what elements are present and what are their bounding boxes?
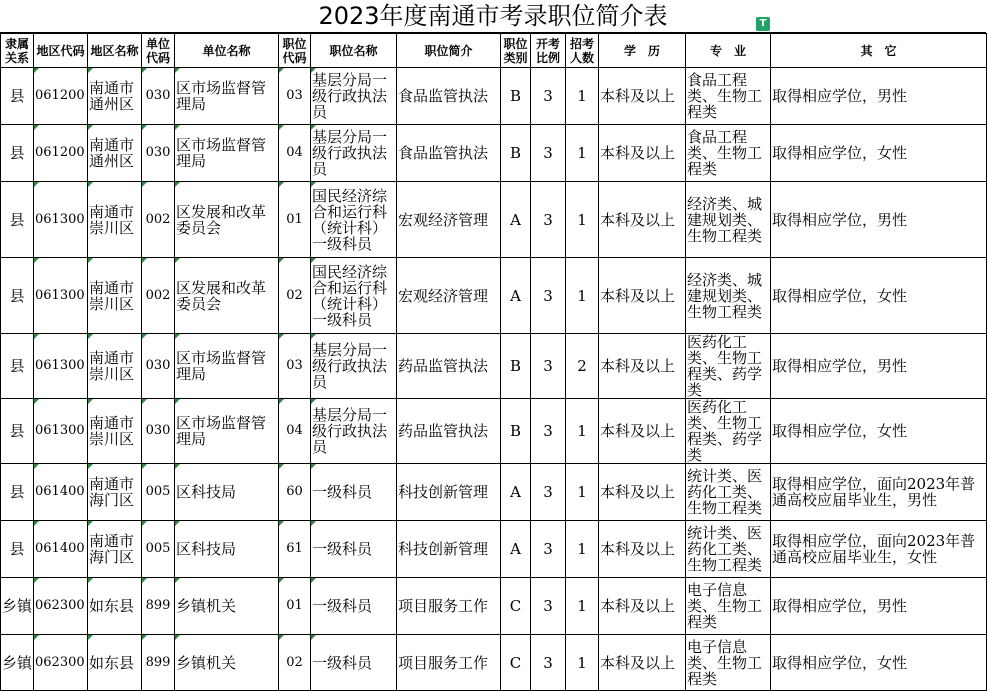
- cell-major[interactable]: 食品工程类、生物工程类: [686, 125, 771, 182]
- header-education: 学 历: [599, 34, 686, 68]
- cell-unit-code[interactable]: 005: [142, 521, 175, 578]
- cell-hiring-count[interactable]: 1: [566, 68, 599, 125]
- cell-position-code[interactable]: 61: [279, 521, 311, 578]
- header-position-name: 职位名称: [311, 34, 397, 68]
- header-region-name: 地区名称: [88, 34, 142, 68]
- table-row: [1, 578, 987, 635]
- cell-position-category[interactable]: A: [501, 464, 531, 521]
- cell-exam-ratio[interactable]: 3: [531, 399, 566, 464]
- cell-region-code[interactable]: 061300: [34, 399, 88, 464]
- cell-region-code[interactable]: 061400: [34, 464, 88, 521]
- table-row: [1, 521, 987, 578]
- cell-position-category[interactable]: A: [501, 258, 531, 334]
- table-row: [1, 334, 987, 399]
- cell-hiring-count[interactable]: 1: [566, 635, 599, 691]
- header-hiring-count: 招考人数: [566, 34, 599, 68]
- cell-region-code[interactable]: 062300: [34, 635, 88, 691]
- cell-major[interactable]: 统计类、医药化工类、生物工程类: [686, 464, 771, 521]
- cell-major[interactable]: 食品工程类、生物工程类: [686, 68, 771, 125]
- cell-other[interactable]: 取得相应学位，男性: [771, 578, 987, 635]
- positions-table: [0, 33, 987, 691]
- cell-position-name[interactable]: 国民经济综合和运行科（统计科）一级科员: [311, 182, 397, 258]
- cell-other[interactable]: 取得相应学位，男性: [771, 334, 987, 399]
- table-row: [1, 258, 987, 334]
- header-region-code: 地区代码: [34, 34, 88, 68]
- cell-affiliation[interactable]: 县: [1, 182, 34, 258]
- cell-region-name[interactable]: 南通市海门区: [88, 521, 142, 578]
- cell-education[interactable]: 本科及以上: [599, 182, 686, 258]
- cell-position-code[interactable]: 01: [279, 182, 311, 258]
- table-body: [1, 68, 987, 691]
- cell-major[interactable]: 医药化工类、生物工程类、药学类: [686, 399, 771, 464]
- sheet-title: 2023年度南通市考录职位简介表: [318, 2, 668, 30]
- table-row: [1, 464, 987, 521]
- cell-region-name[interactable]: 南通市崇川区: [88, 399, 142, 464]
- cell-position-code[interactable]: 03: [279, 68, 311, 125]
- cell-exam-ratio[interactable]: 3: [531, 635, 566, 691]
- header-affiliation: 隶属关系: [1, 34, 34, 68]
- cell-affiliation[interactable]: 县: [1, 521, 34, 578]
- cell-region-name[interactable]: 如东县: [88, 635, 142, 691]
- cell-region-code[interactable]: 062300: [34, 578, 88, 635]
- table-row: [1, 182, 987, 258]
- cell-unit-name[interactable]: 区发展和改革委员会: [175, 258, 279, 334]
- cell-unit-name[interactable]: 区市场监督管理局: [175, 125, 279, 182]
- cell-other[interactable]: 取得相应学位，男性: [771, 68, 987, 125]
- cell-position-code[interactable]: 04: [279, 399, 311, 464]
- cell-education[interactable]: 本科及以上: [599, 68, 686, 125]
- cell-region-code[interactable]: 061200: [34, 68, 88, 125]
- cell-unit-code[interactable]: 899: [142, 578, 175, 635]
- cell-education[interactable]: 本科及以上: [599, 464, 686, 521]
- header-unit-name: 单位名称: [175, 34, 279, 68]
- header-position-summary: 职位简介: [397, 34, 501, 68]
- cell-unit-code[interactable]: 002: [142, 258, 175, 334]
- cell-region-name[interactable]: 如东县: [88, 578, 142, 635]
- cell-position-name[interactable]: 一级科员: [311, 635, 397, 691]
- cell-position-category[interactable]: B: [501, 334, 531, 399]
- cell-position-name[interactable]: 基层分局一级行政执法员: [311, 125, 397, 182]
- cell-affiliation[interactable]: 乡镇: [1, 635, 34, 691]
- cell-position-name[interactable]: 基层分局一级行政执法员: [311, 399, 397, 464]
- cell-position-name[interactable]: 国民经济综合和运行科（统计科）一级科员: [311, 258, 397, 334]
- header-other: 其 它: [771, 34, 987, 68]
- cell-unit-name[interactable]: 区市场监督管理局: [175, 334, 279, 399]
- cell-exam-ratio[interactable]: 3: [531, 182, 566, 258]
- cell-hiring-count[interactable]: 1: [566, 521, 599, 578]
- cell-position-code[interactable]: 04: [279, 125, 311, 182]
- cell-hiring-count[interactable]: 1: [566, 464, 599, 521]
- cell-region-name[interactable]: 南通市崇川区: [88, 182, 142, 258]
- cell-exam-ratio[interactable]: 3: [531, 464, 566, 521]
- cell-affiliation[interactable]: 县: [1, 334, 34, 399]
- cell-education[interactable]: 本科及以上: [599, 399, 686, 464]
- cell-major[interactable]: 经济类、城建规划类、生物工程类: [686, 258, 771, 334]
- cell-position-category[interactable]: B: [501, 399, 531, 464]
- cell-position-code[interactable]: 60: [279, 464, 311, 521]
- cell-affiliation[interactable]: 县: [1, 399, 34, 464]
- cell-unit-name[interactable]: 区市场监督管理局: [175, 399, 279, 464]
- cell-position-code[interactable]: 01: [279, 578, 311, 635]
- cell-exam-ratio[interactable]: 3: [531, 125, 566, 182]
- cell-position-category[interactable]: C: [501, 635, 531, 691]
- cell-position-summary[interactable]: 食品监管执法: [397, 68, 501, 125]
- cell-education[interactable]: 本科及以上: [599, 125, 686, 182]
- cell-other[interactable]: 取得相应学位，面向2023年普通高校应届毕业生，女性: [771, 521, 987, 578]
- cell-unit-code[interactable]: 002: [142, 182, 175, 258]
- cell-position-category[interactable]: B: [501, 125, 531, 182]
- table-row: [1, 68, 987, 125]
- cell-position-summary[interactable]: 科技创新管理: [397, 464, 501, 521]
- cell-region-name[interactable]: 南通市崇川区: [88, 258, 142, 334]
- cell-position-code[interactable]: 03: [279, 334, 311, 399]
- cell-other[interactable]: 取得相应学位，女性: [771, 399, 987, 464]
- cell-other[interactable]: 取得相应学位，男性: [771, 182, 987, 258]
- cell-exam-ratio[interactable]: 3: [531, 258, 566, 334]
- cell-other[interactable]: 取得相应学位，女性: [771, 635, 987, 691]
- header-exam-ratio: 开考比例: [531, 34, 566, 68]
- cell-unit-name[interactable]: 区科技局: [175, 521, 279, 578]
- cell-position-summary[interactable]: 项目服务工作: [397, 635, 501, 691]
- cell-unit-name[interactable]: 区市场监督管理局: [175, 68, 279, 125]
- table-row: [1, 125, 987, 182]
- cell-hiring-count[interactable]: 1: [566, 399, 599, 464]
- cell-exam-ratio[interactable]: 3: [531, 334, 566, 399]
- cell-position-code[interactable]: 02: [279, 635, 311, 691]
- cell-region-name[interactable]: 南通市通州区: [88, 68, 142, 125]
- cell-other[interactable]: 取得相应学位，女性: [771, 125, 987, 182]
- cell-exam-ratio[interactable]: 3: [531, 578, 566, 635]
- cell-education[interactable]: 本科及以上: [599, 635, 686, 691]
- cell-hiring-count[interactable]: 1: [566, 578, 599, 635]
- cell-education[interactable]: 本科及以上: [599, 578, 686, 635]
- cell-exam-ratio[interactable]: 3: [531, 68, 566, 125]
- cell-region-code[interactable]: 061200: [34, 125, 88, 182]
- cell-affiliation[interactable]: 乡镇: [1, 578, 34, 635]
- cell-region-code[interactable]: 061300: [34, 334, 88, 399]
- cell-unit-code[interactable]: 030: [142, 68, 175, 125]
- header-unit-code: 单位代码: [142, 34, 175, 68]
- cell-region-name[interactable]: 南通市崇川区: [88, 334, 142, 399]
- header-major: 专 业: [686, 34, 771, 68]
- cell-position-code[interactable]: 02: [279, 258, 311, 334]
- cell-position-summary[interactable]: 食品监管执法: [397, 125, 501, 182]
- cell-position-summary[interactable]: 科技创新管理: [397, 521, 501, 578]
- cell-region-code[interactable]: 061300: [34, 182, 88, 258]
- header-position-category: 职位类别: [501, 34, 531, 68]
- cell-position-category[interactable]: C: [501, 578, 531, 635]
- cell-unit-name[interactable]: 乡镇机关: [175, 578, 279, 635]
- cell-education[interactable]: 本科及以上: [599, 334, 686, 399]
- cell-position-summary[interactable]: 宏观经济管理: [397, 258, 501, 334]
- cell-position-category[interactable]: A: [501, 182, 531, 258]
- cell-unit-code[interactable]: 030: [142, 334, 175, 399]
- cell-position-name[interactable]: 基层分局一级行政执法员: [311, 334, 397, 399]
- cell-position-name[interactable]: 一级科员: [311, 521, 397, 578]
- cell-position-name[interactable]: 基层分局一级行政执法员: [311, 68, 397, 125]
- cell-affiliation[interactable]: 县: [1, 464, 34, 521]
- cell-position-summary[interactable]: 药品监管执法: [397, 334, 501, 399]
- cell-position-summary[interactable]: 药品监管执法: [397, 399, 501, 464]
- cell-position-category[interactable]: B: [501, 68, 531, 125]
- cell-other[interactable]: 取得相应学位，女性: [771, 258, 987, 334]
- header-position-code: 职位代码: [279, 34, 311, 68]
- cell-region-code[interactable]: 061300: [34, 258, 88, 334]
- cell-unit-name[interactable]: 区发展和改革委员会: [175, 182, 279, 258]
- cell-unit-code[interactable]: 005: [142, 464, 175, 521]
- cell-unit-code[interactable]: 030: [142, 399, 175, 464]
- cell-region-code[interactable]: 061400: [34, 521, 88, 578]
- cell-hiring-count[interactable]: 2: [566, 334, 599, 399]
- cell-position-name[interactable]: 一级科员: [311, 464, 397, 521]
- cell-major[interactable]: 统计类、医药化工类、生物工程类: [686, 521, 771, 578]
- cell-education[interactable]: 本科及以上: [599, 258, 686, 334]
- text-marker-icon[interactable]: T: [756, 17, 770, 31]
- cell-major[interactable]: 经济类、城建规划类、生物工程类: [686, 182, 771, 258]
- cell-affiliation[interactable]: 县: [1, 125, 34, 182]
- cell-major[interactable]: 电子信息类、生物工程类: [686, 635, 771, 691]
- cell-hiring-count[interactable]: 1: [566, 125, 599, 182]
- cell-unit-name[interactable]: 区科技局: [175, 464, 279, 521]
- table-row: [1, 635, 987, 691]
- cell-unit-code[interactable]: 899: [142, 635, 175, 691]
- cell-hiring-count[interactable]: 1: [566, 258, 599, 334]
- cell-hiring-count[interactable]: 1: [566, 182, 599, 258]
- cell-other[interactable]: 取得相应学位，面向2023年普通高校应届毕业生，男性: [771, 464, 987, 521]
- cell-affiliation[interactable]: 县: [1, 68, 34, 125]
- table-row: [1, 399, 987, 464]
- cell-major[interactable]: 医药化工类、生物工程类、药学类: [686, 334, 771, 399]
- cell-position-category[interactable]: A: [501, 521, 531, 578]
- title-row: [0, 0, 986, 33]
- cell-affiliation[interactable]: 县: [1, 258, 34, 334]
- cell-education[interactable]: 本科及以上: [599, 521, 686, 578]
- cell-position-name[interactable]: 一级科员: [311, 578, 397, 635]
- cell-unit-code[interactable]: 030: [142, 125, 175, 182]
- cell-unit-name[interactable]: 乡镇机关: [175, 635, 279, 691]
- cell-exam-ratio[interactable]: 3: [531, 521, 566, 578]
- cell-major[interactable]: 电子信息类、生物工程类: [686, 578, 771, 635]
- header-row: [1, 34, 987, 68]
- cell-region-name[interactable]: 南通市海门区: [88, 464, 142, 521]
- cell-position-summary[interactable]: 宏观经济管理: [397, 182, 501, 258]
- cell-region-name[interactable]: 南通市通州区: [88, 125, 142, 182]
- cell-position-summary[interactable]: 项目服务工作: [397, 578, 501, 635]
